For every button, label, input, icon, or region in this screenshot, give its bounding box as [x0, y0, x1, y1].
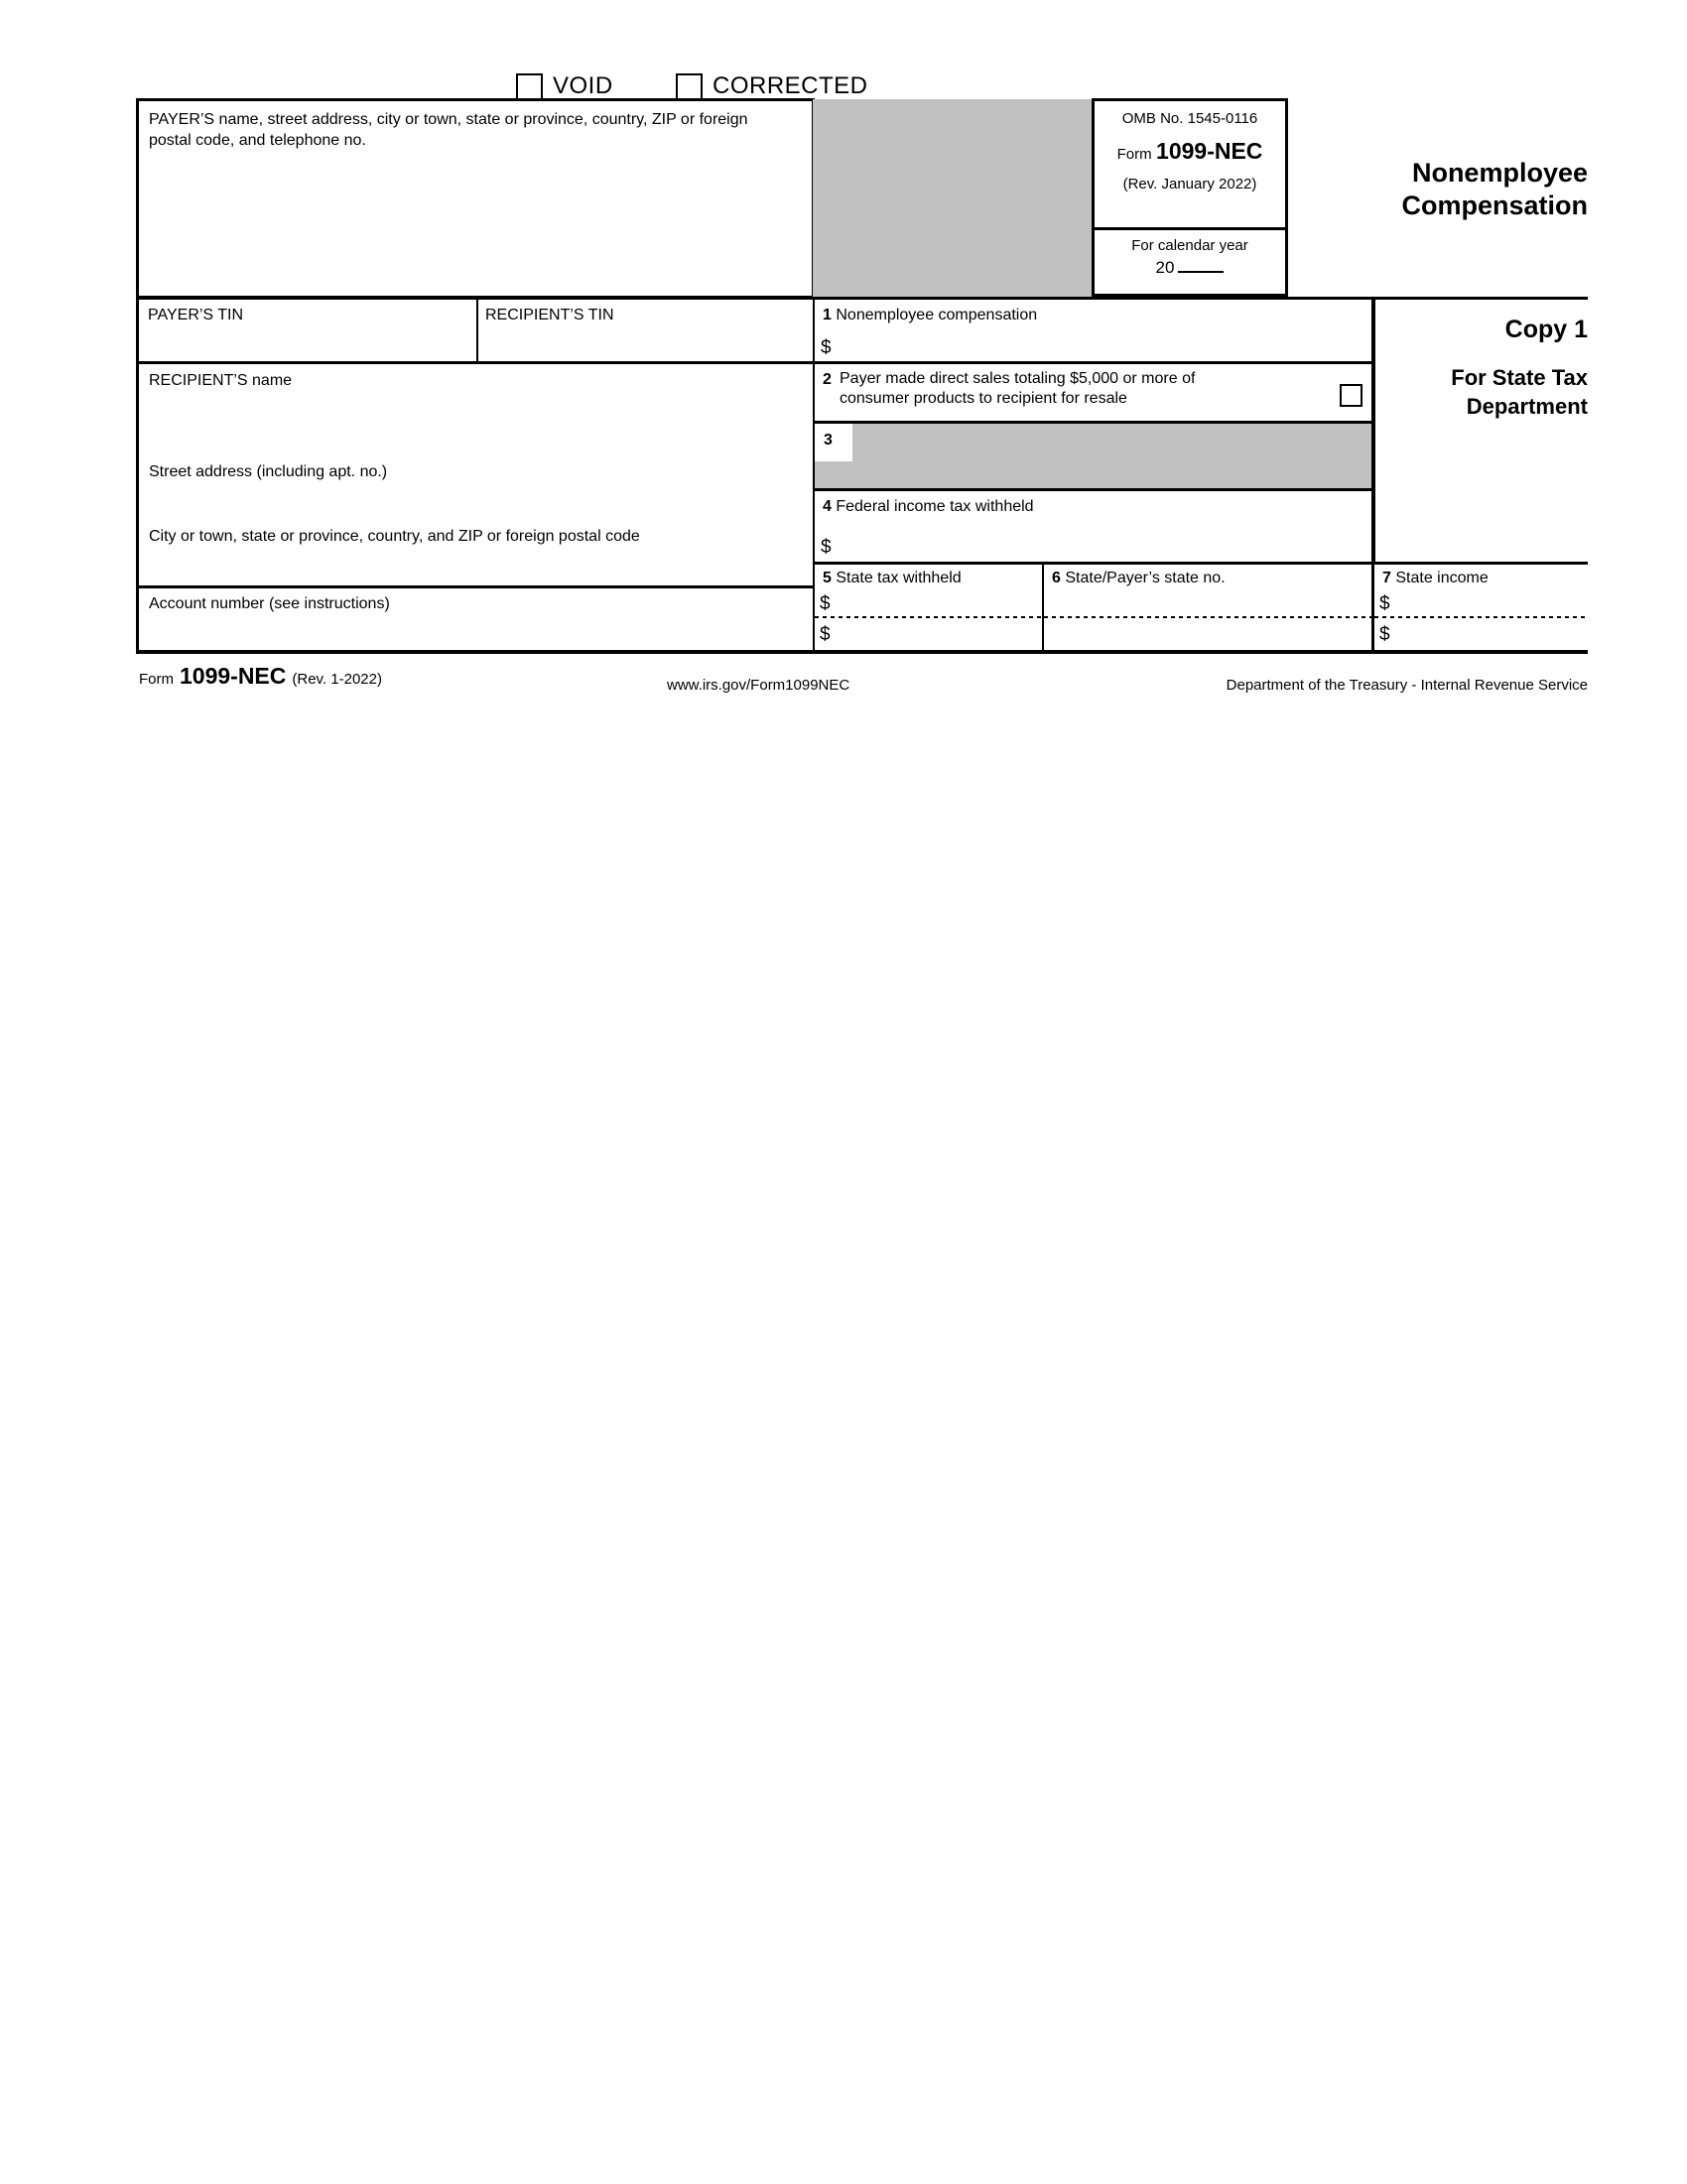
box1-nonemployee-compensation: [813, 297, 1374, 364]
corrected-checkbox[interactable]: [676, 73, 703, 100]
street-address-label: Street address (including apt. no.): [149, 463, 388, 480]
box1-amount-field[interactable]: [839, 333, 1371, 361]
footer-revision: (Rev. 1-2022): [292, 671, 382, 688]
box2-direct-sales: [813, 364, 1374, 421]
box5-label: State tax withheld: [836, 570, 962, 586]
calendar-year-box: [1092, 227, 1288, 297]
footer-form-number: 1099-NEC: [180, 663, 287, 689]
box7-amount-field-2[interactable]: [1396, 620, 1588, 650]
box2-label-line: [823, 369, 1371, 409]
box3-shaded: [813, 421, 1374, 488]
box5-dollar-sign-1: $: [820, 593, 831, 614]
box5-label-line: [815, 565, 1042, 592]
city-field[interactable]: [139, 549, 813, 585]
box6-number: 6: [1052, 570, 1061, 586]
payer-tin-box: [136, 297, 478, 364]
box4-dollar-sign: $: [821, 537, 832, 558]
payer-info-field[interactable]: [139, 153, 812, 296]
calendar-year-field[interactable]: [1178, 257, 1224, 273]
payer-tin-label: PAYER’S TIN: [148, 307, 244, 323]
city-label: City or town, state or province, country, and ZIP or foreign postal code: [149, 528, 640, 545]
footer-form-word: Form: [139, 671, 174, 688]
form-number: 1099-NEC: [1156, 138, 1263, 164]
box1-label-line: [823, 305, 1363, 325]
account-number-label: Account number (see instructions): [149, 595, 390, 612]
payer-info-box: [136, 98, 815, 299]
box6-label: State/Payer’s state no.: [1065, 570, 1226, 586]
street-address-field[interactable]: [139, 483, 813, 525]
box5-amount-field-2[interactable]: [837, 620, 1042, 650]
box7-dashed-divider: [1374, 616, 1588, 618]
omb-number: OMB No. 1545-0116: [1121, 110, 1258, 127]
box2-resale-checkbox[interactable]: [1340, 384, 1363, 407]
shaded-area-top: [813, 99, 1093, 298]
box5-number: 5: [823, 570, 832, 586]
box1-dollar-sign: $: [821, 337, 832, 358]
box1-number: 1: [823, 307, 832, 323]
box7-amount-field-1[interactable]: [1396, 590, 1588, 616]
revision-label: (Rev. January 2022): [1122, 176, 1257, 193]
omb-box: [1092, 98, 1288, 230]
box3-number: 3: [824, 432, 833, 449]
box6-state-payer-no: [1042, 562, 1374, 654]
recipient-info-area: [136, 364, 813, 585]
box6-state-no-field-1[interactable]: [1044, 590, 1371, 616]
void-label: VOID: [553, 72, 613, 99]
recipient-tin-box: [476, 297, 815, 364]
box2-number: 2: [823, 371, 832, 388]
box7-label: State income: [1395, 570, 1489, 586]
calendar-year-label: For calendar year: [1131, 237, 1248, 254]
account-number-field[interactable]: [139, 614, 813, 650]
box1-label: Nonemployee compensation: [836, 307, 1038, 323]
copy-recipient-note: For State Tax Department: [1451, 365, 1588, 419]
corrected-label: CORRECTED: [713, 72, 868, 99]
box2-label: Payer made direct sales totaling $5,000 or more of consumer products to recipient for resale: [840, 370, 1196, 407]
box7-dollar-sign-2: $: [1379, 624, 1390, 645]
box7-dollar-sign-1: $: [1379, 593, 1390, 614]
box7-label-line: [1374, 565, 1588, 592]
box5-dollar-sign-2: $: [820, 624, 831, 645]
recipient-name-label: RECIPIENT’S name: [149, 372, 293, 389]
box4-federal-income-tax: [813, 488, 1374, 562]
calendar-year-line: [1095, 257, 1285, 278]
footer-form-id: [139, 663, 382, 690]
box5-amount-field-1[interactable]: [837, 590, 1042, 616]
footer-department: Department of the Treasury - Internal Revenue Service: [1226, 677, 1588, 694]
void-checkbox[interactable]: [516, 73, 543, 100]
account-number-box: [136, 585, 813, 654]
payer-info-label: PAYER’S name, street address, city or town, state or province, country, ZIP or foreign postal code, and telephone no.: [149, 111, 748, 149]
form-word: Form: [1116, 146, 1152, 163]
payer-tin-field[interactable]: [139, 325, 476, 361]
form-number-line: [1095, 138, 1285, 165]
box3-number-square: [815, 424, 852, 461]
box6-state-no-field-2[interactable]: [1044, 620, 1371, 650]
box6-dashed-divider: [1044, 616, 1371, 618]
recipient-tin-field[interactable]: [476, 325, 815, 361]
box4-label-line: [823, 496, 1363, 517]
recipient-tin-label: RECIPIENT’S TIN: [485, 307, 614, 323]
recipient-name-field[interactable]: [139, 394, 813, 459]
box7-number: 7: [1382, 570, 1391, 586]
copy-number: Copy 1: [1504, 316, 1588, 343]
box5-state-tax-withheld: [813, 562, 1042, 654]
box4-amount-field[interactable]: [839, 534, 1371, 562]
box4-label: Federal income tax withheld: [836, 498, 1034, 515]
box7-state-income: [1374, 562, 1588, 654]
page-title: Nonemployee Compensation: [1401, 158, 1588, 220]
calendar-year-prefix: 20: [1155, 258, 1175, 277]
box6-label-line: [1044, 565, 1371, 592]
box4-number: 4: [823, 498, 832, 515]
copy-note-area: [1372, 297, 1588, 562]
footer-irs-url[interactable]: www.irs.gov/Form1099NEC: [667, 677, 850, 694]
box5-dashed-divider: [815, 616, 1042, 618]
